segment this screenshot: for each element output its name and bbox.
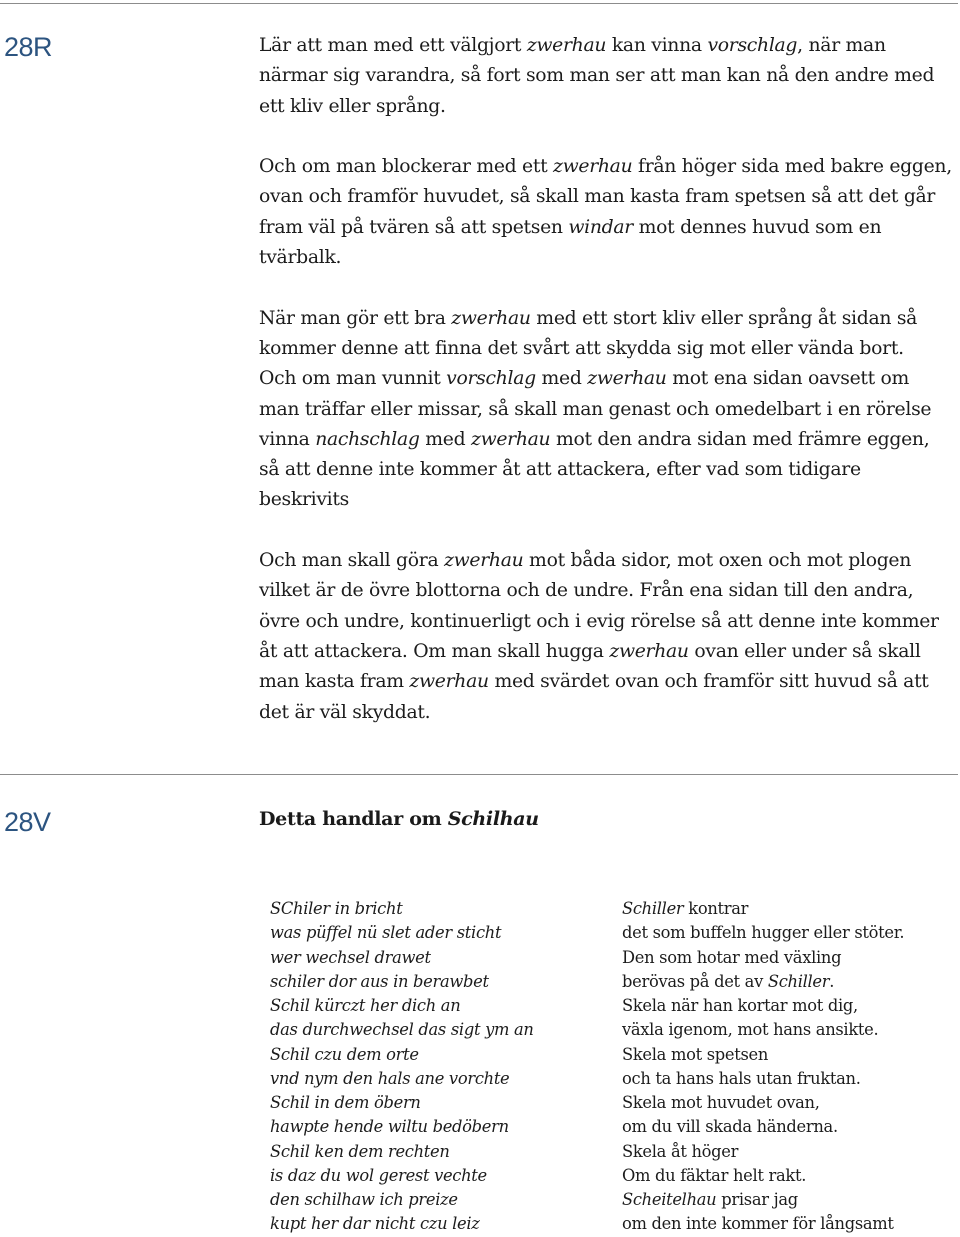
emphasis-term: Schilhau: [447, 808, 539, 830]
poem-line-swedish: Om du fäktar helt rakt.: [622, 1165, 807, 1185]
poem-line-swedish: växla igenom, mot hans ansikte.: [622, 1020, 879, 1040]
poem-line-german: kupt her dar nicht czu leiz: [270, 1214, 480, 1234]
section-label-28r: 28R: [4, 32, 53, 62]
emphasis-term: zwerhau: [409, 671, 489, 693]
emphasis-term: zwerhau: [609, 640, 689, 662]
poem-line-german: Schil in dem öbern: [270, 1093, 421, 1112]
emphasis-term: zwerhau: [470, 428, 551, 450]
poem-line-german: Schil ken dem rechten: [270, 1141, 450, 1161]
section-label-28v: 28V: [4, 807, 51, 837]
poem-line-swedish: om du vill skada händerna.: [622, 1117, 838, 1137]
emphasis-term: Schiller: [767, 971, 830, 991]
poem-line-swedish: Skela åt höger: [622, 1141, 739, 1161]
emphasis-term: nachschlag: [315, 428, 420, 450]
poem-line-swedish: berövas på det av Schiller.: [622, 971, 835, 991]
paragraph: När man gör ett bra zwerhau med ett stort kliv eller språng åt sidan så kommer denne att finna det svårt att skydda sig mot eller vända bort.: [259, 307, 918, 359]
paragraph: Lär att man med ett välgjort zwerhau kan vinna vorschlag, när man närmar sig varandra, så fort som man ser att man kan nå den andre med ett kliv eller språng.: [259, 35, 935, 117]
paragraph: Och om man blockerar med ett zwerhau från höger sida med bakre eggen, ovan och framför huvudet, så skall man kasta fram spetsen så att det går fram väl på tvären så att spetsen windar mot dennes huvud som en tvärbalk.: [259, 156, 952, 269]
poem-line-swedish: Skela mot huvudet ovan,: [622, 1093, 820, 1112]
poem-swedish-column: [622, 897, 952, 1237]
emphasis-term: zwerhau: [444, 550, 524, 572]
poem-line-german: Schil kürczt her dich an: [270, 996, 461, 1015]
poem-line-swedish: Scheitelhau prisar jag: [622, 1190, 798, 1209]
poem-line-german: den schilhaw ich preize: [270, 1190, 458, 1209]
emphasis-term: zwerhau: [526, 35, 607, 56]
poem-line-german: SChiler in bricht: [270, 899, 403, 918]
section-28r-text: [259, 31, 954, 728]
poem-line-swedish: Skela mot spetsen: [622, 1044, 769, 1064]
emphasis-term: zwerhau: [587, 368, 667, 390]
poem-line-swedish: Skela när han kortar mot dig,: [622, 996, 858, 1015]
poem-line-swedish: det som buffeln hugger eller stöter.: [622, 923, 905, 943]
poem-line-swedish: Den som hotar med växling: [622, 947, 842, 967]
poem-line-german: was püffel nü slet ader sticht: [270, 923, 502, 943]
emphasis-term: zwerhau: [553, 156, 633, 178]
poem-line-swedish: om den inte kommer för långsamt: [622, 1214, 894, 1234]
top-divider: [0, 3, 958, 4]
poem-line-german: Schil czu dem orte: [270, 1044, 419, 1064]
emphasis-term: vorschlag: [446, 368, 536, 390]
poem-line-german: is daz du wol gerest vechte: [270, 1165, 487, 1185]
poem-german-column: [270, 897, 600, 1237]
poem-line-german: wer wechsel drawet: [270, 947, 431, 967]
emphasis-term: windar: [568, 216, 633, 238]
emphasis-term: Scheitelhau: [622, 1190, 717, 1209]
poem-line-swedish: Schiller kontrar: [622, 899, 749, 918]
poem-line-german: vnd nym den hals ane vorchte: [270, 1068, 510, 1088]
paragraph: Och om man vunnit vorschlag med zwerhau mot ena sidan oavsett om man träffar eller missar, så skall man genast och omedelbart i en rörelse vinna nachschlag med zwerhau mot den andra sidan med främre eggen, så att denne inte kommer åt att attackera, efter vad som tidigare beskrivits: [259, 368, 932, 511]
poem-line-swedish: och ta hans hals utan fruktan.: [622, 1068, 861, 1088]
emphasis-term: Schiller: [622, 899, 684, 918]
poem-line-german: schiler dor aus in berawbet: [270, 971, 489, 991]
section-heading: Detta handlar om Schilhau: [259, 808, 539, 830]
emphasis-term: vorschlag: [707, 35, 798, 56]
section-divider: [0, 774, 958, 775]
poem-line-german: das durchwechsel das sigt ym an: [270, 1020, 534, 1040]
paragraph: Och man skall göra zwerhau mot båda sidor, mot oxen och mot plogen vilket är de övre blottorna och de undre. Från ena sidan till den andra, övre och undre, kontinuerligt och i evig rörelse så att denne inte kommer åt att attackera. Om man skall hugga zwerhau ovan eller under så skall man kasta fram zwerhau med svärdet ovan och framför sitt huvud så att det är väl skyddat.: [259, 550, 939, 723]
emphasis-term: zwerhau: [451, 307, 531, 329]
poem-line-german: hawpte hende wiltu bedöbern: [270, 1117, 509, 1137]
